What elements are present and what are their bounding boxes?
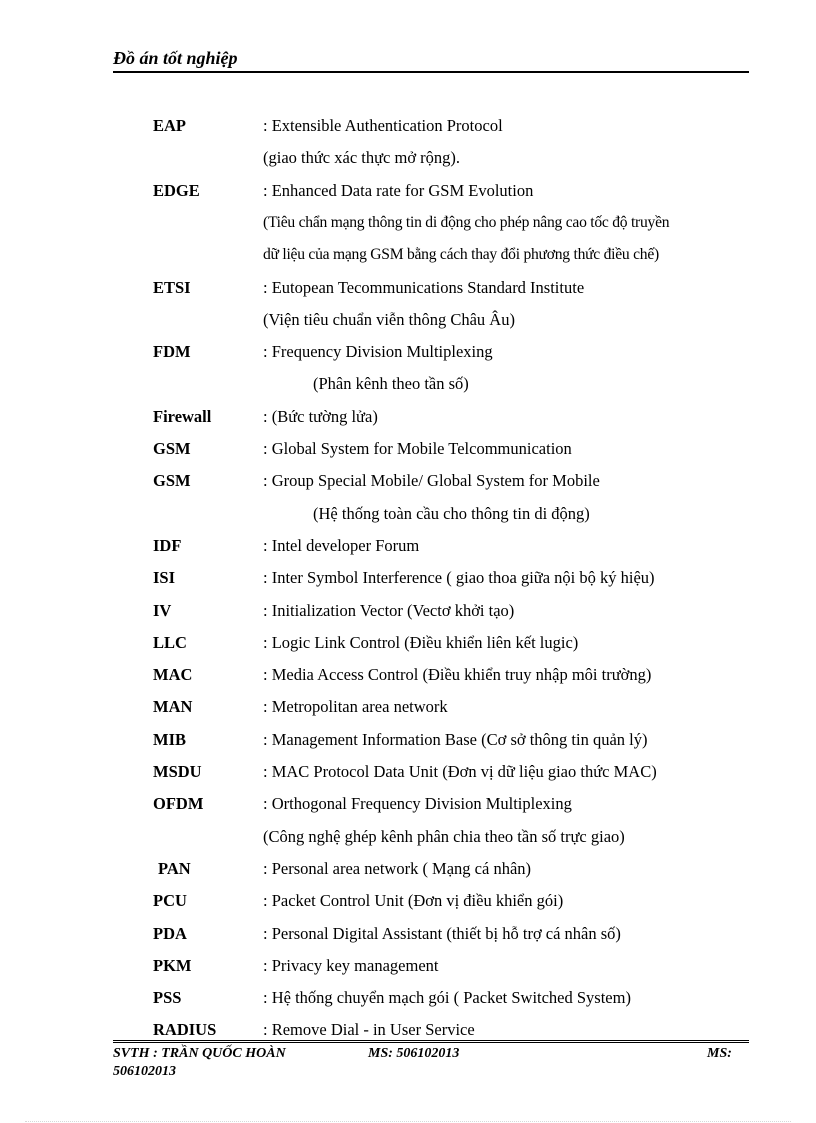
abbreviation-definition-continued: (Viện tiêu chuẩn viễn thông Châu Âu) [263,309,515,329]
abbreviation-term: EDGE [153,180,200,200]
abbreviation-term: MAC [153,665,193,685]
abbreviation-definition: : Group Special Mobile/ Global System for Mobile [263,471,600,491]
abbreviation-term: MIB [153,729,186,749]
abbreviation-definition-continued: (Công nghệ ghép kênh phân chia theo tần số trực giao) [263,826,625,846]
abbreviation-definition: : Frequency Division Multiplexing [263,342,493,362]
abbreviation-definition: : Personal area network ( Mạng cá nhân) [263,858,532,878]
page-separator [25,1121,791,1122]
abbreviation-definition: : Logic Link Control (Điều khiển liên kết lugic) [263,632,579,652]
abbreviation-definition: : MAC Protocol Data Unit (Đơn vị dữ liệu giao thức MAC) [263,762,657,781]
footer-rule [113,1040,749,1043]
page-header-title: Đồ án tốt nghiệp [113,48,238,68]
abbreviation-term: EAP [153,116,186,135]
abbreviation-definition: : Media Access Control (Điều khiển truy nhập môi trường) [263,665,652,685]
abbreviation-term: PCU [153,891,187,911]
abbreviation-term: LLC [153,632,187,652]
abbreviation-definition: : Personal Digital Assistant (thiết bị hỗ trợ cá nhân số) [263,923,621,943]
abbreviation-term: MSDU [153,762,202,781]
abbreviation-term: PDA [153,923,187,943]
abbreviation-definition-continued: (giao thức xác thực mở rộng). [263,148,461,168]
abbreviation-definition: : Management Information Base (Cơ sở thông tin quản lý) [263,729,648,749]
abbreviation-definition: : Initialization Vector (Vectơ khởi tạo) [263,600,515,620]
abbreviation-definition: : Hệ thống chuyển mạch gói ( Packet Switched System) [263,988,631,1008]
abbreviation-definition: : Orthogonal Frequency Division Multiplexing [263,794,572,814]
abbreviation-term: GSM [153,439,191,458]
abbreviation-term: Firewall [153,406,212,426]
abbreviation-definition-continued: (Hệ thống toàn cầu cho thông tin di động) [313,503,590,523]
abbreviation-term: PKM [153,955,192,975]
abbreviation-definition: : Privacy key management [263,955,439,975]
abbreviation-definition: : Global System for Mobile Telcommunication [263,439,572,458]
abbreviation-definition: : Eutopean Tecommunications Standard Institute [263,277,585,297]
abbreviation-definition: : Packet Control Unit (Đơn vị điều khiển gói) [263,891,564,911]
abbreviation-term: MAN [153,697,193,717]
abbreviation-term: FDM [153,342,191,362]
footer-ms-1: MS: 506102013 [368,1046,460,1061]
footer-ms-2-label: MS: [707,1046,732,1061]
abbreviation-definition: : Enhanced Data rate for GSM Evolution [263,180,534,200]
abbreviation-definition-continued: dữ liệu của mạng GSM bằng cách thay đổi phương thức điều chế) [263,246,659,264]
abbreviation-term: GSM [153,471,191,491]
abbreviation-definition: : (Bức tường lửa) [263,406,378,426]
abbreviation-definition-continued: (Phân kênh theo tần số) [313,374,469,394]
abbreviation-term: PSS [153,988,182,1008]
abbreviation-definition: : Metropolitan area network [263,697,448,717]
abbreviation-term: IDF [153,535,182,555]
abbreviation-term: OFDM [153,794,204,814]
page-header [113,47,749,73]
footer-student: SVTH : TRẦN QUỐC HOÀN [113,1046,286,1061]
abbreviation-definition: : Remove Dial - in User Service [263,1020,475,1040]
abbreviation-definition-continued: (Tiêu chẩn mạng thông tin di động cho phép nâng cao tốc độ truyền [263,213,670,231]
abbreviation-definition: : Intel developer Forum [263,535,420,555]
abbreviation-term: PAN [158,858,191,878]
abbreviation-term: ETSI [153,277,191,297]
abbreviation-term: RADIUS [153,1020,217,1040]
abbreviation-definition: : Inter Symbol Interference ( giao thoa giữa nội bộ ký hiệu) [263,568,655,588]
abbreviation-term: ISI [153,568,176,588]
abbreviation-definition: : Extensible Authentication Protocol [263,116,503,135]
footer-ms-2-value: 506102013 [113,1064,176,1079]
abbreviation-term: IV [153,600,172,620]
